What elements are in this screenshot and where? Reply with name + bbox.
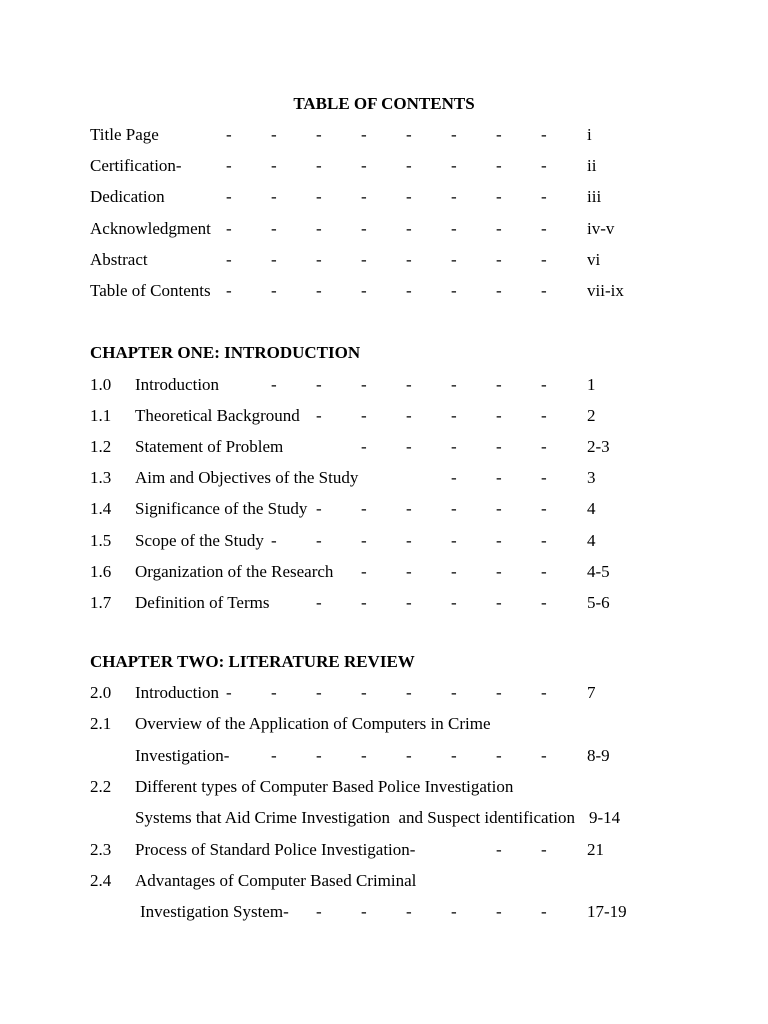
dot-leader: -	[271, 125, 277, 144]
toc-entry-continued[interactable]	[0, 808, 768, 828]
entry-label: Organization of the Research	[135, 562, 334, 581]
entry-number: 1.7	[90, 593, 112, 612]
chapter-two-heading: CHAPTER TWO: LITERATURE REVIEW	[90, 652, 415, 671]
dot-leader: -	[361, 281, 367, 300]
dot-leader: -	[406, 683, 412, 702]
entry-page: 4-5	[587, 562, 610, 581]
entry-page: 7	[587, 683, 596, 702]
toc-entry[interactable]	[0, 499, 768, 519]
dot-leader: -	[226, 219, 232, 238]
chapter-one-heading: CHAPTER ONE: INTRODUCTION	[90, 343, 361, 362]
dot-leader: -	[451, 125, 457, 144]
dot-leader: -	[406, 746, 412, 765]
dot-leader: -	[496, 281, 502, 300]
dot-leader: -	[406, 125, 412, 144]
dot-leader: -	[316, 250, 322, 269]
dot-leader: -	[406, 499, 412, 518]
dot-leader: -	[361, 902, 367, 921]
dot-leader: -	[406, 531, 412, 550]
entry-label: Introduction	[135, 375, 220, 394]
dot-leader: -	[406, 156, 412, 175]
entry-number: 2.3	[90, 840, 112, 859]
entry-label: Significance of the Study	[135, 499, 308, 518]
entry-label: Aim and Objectives of the Study	[135, 468, 359, 487]
dot-leader: -	[451, 156, 457, 175]
dot-leader: -	[316, 683, 322, 702]
dot-leader: -	[361, 593, 367, 612]
dot-leader: -	[271, 746, 277, 765]
toc-entry[interactable]	[0, 840, 768, 860]
dot-leader: -	[226, 683, 232, 702]
dot-leader: -	[271, 219, 277, 238]
dot-leader: -	[541, 187, 547, 206]
entry-page: ii	[587, 156, 597, 175]
dot-leader: -	[361, 219, 367, 238]
dot-leader: -	[541, 593, 547, 612]
dot-leader: -	[226, 250, 232, 269]
toc-entry[interactable]	[0, 219, 768, 239]
entry-label: Definition of Terms	[135, 593, 270, 612]
dot-leader: -	[406, 375, 412, 394]
dot-leader: -	[361, 156, 367, 175]
entry-page: 3	[587, 468, 596, 487]
dot-leader: -	[316, 125, 322, 144]
dot-leader: -	[496, 250, 502, 269]
dot-leader: -	[541, 746, 547, 765]
entry-number: 2.0	[90, 683, 112, 702]
dot-leader: -	[361, 250, 367, 269]
dot-leader: -	[541, 125, 547, 144]
entry-page: vii-ix	[587, 281, 624, 300]
dot-leader: -	[496, 593, 502, 612]
dot-leader: -	[406, 250, 412, 269]
toc-entry[interactable]	[0, 187, 768, 207]
dot-leader: -	[496, 746, 502, 765]
dot-leader: -	[451, 499, 457, 518]
dot-leader: -	[496, 406, 502, 425]
entry-page: 8-9	[587, 746, 610, 765]
dot-leader: -	[496, 499, 502, 518]
dot-leader: -	[451, 468, 457, 487]
entry-page: 2-3	[587, 437, 610, 456]
entry-number: 2.2	[90, 777, 112, 796]
entry-label: Different types of Computer Based Police Investigation	[135, 777, 514, 796]
entry-page: 2	[587, 406, 596, 425]
entry-number: 1.3	[90, 468, 112, 487]
entry-number: 2.4	[90, 871, 112, 890]
dot-leader: -	[496, 156, 502, 175]
dot-leader: -	[316, 746, 322, 765]
dot-leader: -	[541, 250, 547, 269]
dot-leader: -	[316, 375, 322, 394]
dot-leader: -	[271, 531, 277, 550]
toc-entry[interactable]	[0, 250, 768, 270]
dot-leader: -	[541, 562, 547, 581]
dot-leader: -	[361, 375, 367, 394]
dot-leader: -	[316, 281, 322, 300]
dot-leader: -	[451, 902, 457, 921]
toc-entry-continued[interactable]	[0, 902, 768, 922]
dot-leader: -	[361, 531, 367, 550]
dot-leader: -	[496, 468, 502, 487]
entry-label-continued: Systems that Aid Crime Investigation and Suspect identification	[135, 808, 576, 827]
dot-leader: -	[406, 406, 412, 425]
dot-leader: -	[361, 125, 367, 144]
dot-leader: -	[226, 125, 232, 144]
dot-leader: -	[451, 375, 457, 394]
dot-leader: -	[271, 156, 277, 175]
dot-leader: -	[226, 187, 232, 206]
entry-number: 1.5	[90, 531, 112, 550]
dot-leader: -	[226, 156, 232, 175]
dot-leader: -	[541, 437, 547, 456]
toc-entry[interactable]	[0, 468, 768, 488]
entry-label: Theoretical Background	[135, 406, 300, 425]
dot-leader: -	[496, 683, 502, 702]
entry-page: 1	[587, 375, 596, 394]
dot-leader: -	[361, 437, 367, 456]
toc-entry[interactable]	[0, 714, 768, 734]
entry-number: 2.1	[90, 714, 112, 733]
entry-label: Statement of Problem	[135, 437, 284, 456]
dot-leader: -	[271, 250, 277, 269]
dot-leader: -	[361, 499, 367, 518]
dot-leader: -	[541, 375, 547, 394]
entry-page: vi	[587, 250, 601, 269]
dot-leader: -	[451, 531, 457, 550]
dot-leader: -	[316, 219, 322, 238]
dot-leader: -	[541, 902, 547, 921]
toc-entry[interactable]	[0, 406, 768, 426]
entry-page: 17-19	[587, 902, 627, 921]
dot-leader: -	[496, 219, 502, 238]
dot-leader: -	[451, 406, 457, 425]
dot-leader: -	[451, 593, 457, 612]
dot-leader: -	[451, 281, 457, 300]
toc-entry[interactable]	[0, 562, 768, 582]
dot-leader: -	[406, 562, 412, 581]
dot-leader: -	[406, 593, 412, 612]
dot-leader: -	[316, 593, 322, 612]
toc-title: TABLE OF CONTENTS	[293, 94, 475, 113]
dot-leader: -	[361, 683, 367, 702]
dot-leader: -	[541, 499, 547, 518]
dot-leader: -	[271, 683, 277, 702]
entry-label: Overview of the Application of Computers in Crime	[135, 714, 491, 733]
entry-number: 1.2	[90, 437, 112, 456]
dot-leader: -	[541, 683, 547, 702]
dot-leader: -	[316, 902, 322, 921]
dot-leader: -	[316, 531, 322, 550]
dot-leader: -	[496, 840, 502, 859]
entry-label: Introduction	[135, 683, 220, 702]
toc-entry[interactable]	[0, 125, 768, 145]
toc-entry[interactable]	[0, 531, 768, 551]
dot-leader: -	[406, 187, 412, 206]
dot-leader: -	[451, 187, 457, 206]
entry-number: 1.4	[90, 499, 112, 518]
dot-leader: -	[361, 406, 367, 425]
dot-leader: -	[316, 187, 322, 206]
entry-label: Process of Standard Police Investigation-	[135, 840, 416, 859]
entry-label: Dedication	[90, 187, 165, 206]
toc-entry[interactable]	[0, 437, 768, 457]
toc-entry[interactable]	[0, 683, 768, 703]
toc-entry[interactable]	[0, 156, 768, 176]
entry-label: Table of Contents	[90, 281, 211, 300]
entry-label-continued: Investigation System-	[140, 902, 289, 921]
dot-leader: -	[541, 281, 547, 300]
dot-leader: -	[496, 531, 502, 550]
toc-entry[interactable]	[0, 281, 768, 301]
entry-page: iii	[587, 187, 602, 206]
dot-leader: -	[271, 375, 277, 394]
dot-leader: -	[406, 281, 412, 300]
entry-page: 4	[587, 531, 596, 550]
dot-leader: -	[451, 219, 457, 238]
dot-leader: -	[496, 437, 502, 456]
entry-page: 9-14	[589, 808, 621, 827]
dot-leader: -	[496, 902, 502, 921]
dot-leader: -	[541, 531, 547, 550]
toc-entry[interactable]	[0, 593, 768, 613]
entry-label: Title Page	[90, 125, 159, 144]
dot-leader: -	[316, 499, 322, 518]
dot-leader: -	[496, 187, 502, 206]
toc-entry-continued[interactable]	[0, 746, 768, 766]
entry-label: Scope of the Study	[135, 531, 264, 550]
dot-leader: -	[226, 281, 232, 300]
dot-leader: -	[451, 562, 457, 581]
dot-leader: -	[406, 437, 412, 456]
dot-leader: -	[361, 187, 367, 206]
dot-leader: -	[541, 156, 547, 175]
dot-leader: -	[451, 683, 457, 702]
dot-leader: -	[541, 468, 547, 487]
dot-leader: -	[406, 219, 412, 238]
dot-leader: -	[451, 746, 457, 765]
dot-leader: -	[541, 840, 547, 859]
toc-entry[interactable]	[0, 871, 768, 891]
toc-entry[interactable]	[0, 375, 768, 395]
dot-leader: -	[496, 562, 502, 581]
dot-leader: -	[451, 437, 457, 456]
dot-leader: -	[496, 375, 502, 394]
entry-label: Abstract	[90, 250, 148, 269]
dot-leader: -	[361, 562, 367, 581]
entry-page: i	[587, 125, 592, 144]
dot-leader: -	[541, 219, 547, 238]
toc-entry[interactable]	[0, 777, 768, 797]
dot-leader: -	[406, 902, 412, 921]
entry-page: 5-6	[587, 593, 610, 612]
dot-leader: -	[316, 406, 322, 425]
entry-number: 1.0	[90, 375, 112, 394]
entry-label: Advantages of Computer Based Criminal	[135, 871, 417, 890]
dot-leader: -	[271, 281, 277, 300]
entry-label: Certification-	[90, 156, 182, 175]
entry-page: iv-v	[587, 219, 615, 238]
entry-page: 21	[587, 840, 604, 859]
dot-leader: -	[271, 187, 277, 206]
entry-number: 1.6	[90, 562, 112, 581]
dot-leader: -	[541, 406, 547, 425]
dot-leader: -	[316, 156, 322, 175]
dot-leader: -	[451, 250, 457, 269]
entry-label: Acknowledgment	[90, 219, 211, 238]
dot-leader: -	[496, 125, 502, 144]
entry-number: 1.1	[90, 406, 112, 425]
entry-page: 4	[587, 499, 596, 518]
dot-leader: -	[361, 746, 367, 765]
entry-label-continued: Investigation-	[135, 746, 230, 765]
